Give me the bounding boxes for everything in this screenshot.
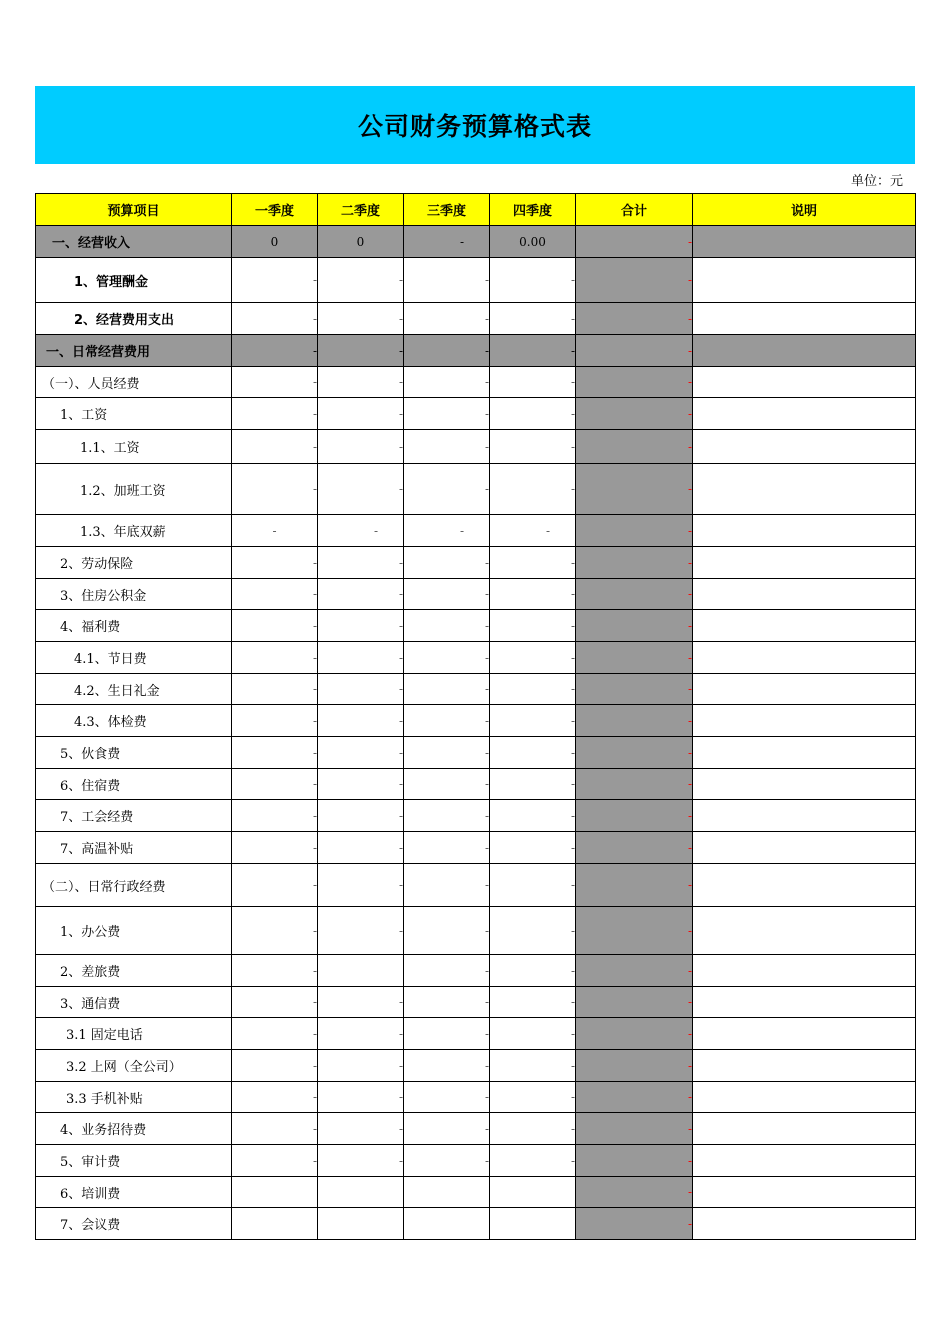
quarter-value: -: [318, 367, 404, 398]
quarter-value: -: [404, 1018, 490, 1050]
row-note: [693, 398, 916, 430]
quarter-value: -: [318, 674, 404, 705]
row-total: -: [576, 864, 693, 907]
row-note: [693, 367, 916, 398]
quarter-value: -: [318, 430, 404, 464]
quarter-value: -: [490, 674, 576, 705]
row-total: -: [576, 1177, 693, 1208]
row-label: 5、伙食费: [36, 737, 232, 769]
row-total: -: [576, 1018, 693, 1050]
row-label: 3.2 上网（全公司）: [36, 1050, 232, 1082]
row-note: [693, 1018, 916, 1050]
quarter-value: -: [232, 430, 318, 464]
quarter-value: [318, 1208, 404, 1240]
table-row: [36, 955, 916, 987]
row-total: -: [576, 769, 693, 800]
row-note: [693, 642, 916, 674]
row-note: [693, 1113, 916, 1145]
row-label: 3.3 手机补贴: [36, 1082, 232, 1113]
quarter-value: -: [318, 1018, 404, 1050]
row-label: 1.1、工资: [36, 430, 232, 464]
quarter-value: -: [404, 610, 490, 642]
quarter-value: -: [490, 303, 576, 335]
row-note: [693, 987, 916, 1018]
table-row: [36, 547, 916, 579]
quarter-value: -: [490, 955, 576, 987]
row-note: [693, 832, 916, 864]
row-total: -: [576, 610, 693, 642]
row-total: -: [576, 737, 693, 769]
quarter-value: -: [490, 579, 576, 610]
table-row: [36, 907, 916, 955]
quarter-value: -: [490, 769, 576, 800]
row-note: [693, 800, 916, 832]
quarter-value: 0.00: [490, 226, 576, 258]
quarter-value: -: [232, 303, 318, 335]
quarter-value: -: [404, 335, 490, 367]
table-row: [36, 1145, 916, 1177]
quarter-value: -: [490, 642, 576, 674]
quarter-value: -: [404, 547, 490, 579]
quarter-value: -: [490, 864, 576, 907]
quarter-value: -: [232, 955, 318, 987]
row-label: 4、业务招待费: [36, 1113, 232, 1145]
row-total: -: [576, 226, 693, 258]
quarter-value: -: [404, 955, 490, 987]
table-row: [36, 398, 916, 430]
quarter-value: [490, 1177, 576, 1208]
row-note: [693, 515, 916, 547]
row-label: 4、福利费: [36, 610, 232, 642]
quarter-value: -: [490, 1050, 576, 1082]
quarter-value: [318, 1177, 404, 1208]
quarter-value: -: [318, 464, 404, 515]
quarter-value: -: [404, 430, 490, 464]
quarter-value: -: [404, 642, 490, 674]
quarter-value: -: [232, 547, 318, 579]
row-label: 1、管理酬金: [36, 258, 232, 303]
quarter-value: -: [232, 515, 318, 547]
row-total: -: [576, 335, 693, 367]
quarter-value: -: [232, 335, 318, 367]
row-total: -: [576, 464, 693, 515]
quarter-value: -: [232, 464, 318, 515]
row-note: [693, 1145, 916, 1177]
header-row: [36, 194, 916, 226]
quarter-value: -: [404, 800, 490, 832]
table-row: [36, 579, 916, 610]
row-total: -: [576, 642, 693, 674]
header-note: 说明: [693, 194, 916, 226]
table-row: [36, 610, 916, 642]
header-q3: 三季度: [404, 194, 490, 226]
quarter-value: -: [404, 515, 490, 547]
quarter-value: -: [490, 398, 576, 430]
unit-label: 单位：元: [850, 174, 903, 189]
quarter-value: [318, 955, 404, 987]
row-label: 6、住宿费: [36, 769, 232, 800]
budget-body: [36, 226, 916, 1240]
row-note: [693, 610, 916, 642]
row-note: [693, 547, 916, 579]
quarter-value: -: [318, 907, 404, 955]
row-total: -: [576, 955, 693, 987]
quarter-value: -: [404, 832, 490, 864]
row-note: [693, 1208, 916, 1240]
row-label: 7、会议费: [36, 1208, 232, 1240]
quarter-value: -: [232, 1018, 318, 1050]
quarter-value: -: [232, 864, 318, 907]
row-total: -: [576, 398, 693, 430]
quarter-value: 0: [318, 226, 404, 258]
row-label: 3、住房公积金: [36, 579, 232, 610]
quarter-value: -: [490, 1145, 576, 1177]
quarter-value: -: [318, 579, 404, 610]
quarter-value: [232, 1177, 318, 1208]
table-row: [36, 1018, 916, 1050]
header-q4: 四季度: [490, 194, 576, 226]
row-note: [693, 1177, 916, 1208]
quarter-value: -: [490, 367, 576, 398]
row-label: 2、差旅费: [36, 955, 232, 987]
row-total: -: [576, 367, 693, 398]
quarter-value: -: [232, 800, 318, 832]
quarter-value: -: [232, 737, 318, 769]
quarter-value: -: [232, 769, 318, 800]
page-title: 公司财务预算格式表: [357, 112, 592, 141]
quarter-value: -: [490, 1082, 576, 1113]
quarter-value: -: [232, 832, 318, 864]
row-note: [693, 864, 916, 907]
row-label: 一、日常经营费用: [36, 335, 232, 367]
quarter-value: -: [318, 705, 404, 737]
row-label: 7、工会经费: [36, 800, 232, 832]
quarter-value: -: [490, 800, 576, 832]
quarter-value: -: [318, 398, 404, 430]
row-total: -: [576, 1113, 693, 1145]
row-note: [693, 1050, 916, 1082]
quarter-value: -: [490, 430, 576, 464]
row-note: [693, 579, 916, 610]
quarter-value: -: [318, 832, 404, 864]
row-label: 3、通信费: [36, 987, 232, 1018]
quarter-value: -: [318, 1050, 404, 1082]
table-row: [36, 335, 916, 367]
header-q2: 二季度: [318, 194, 404, 226]
row-note: [693, 674, 916, 705]
quarter-value: -: [232, 987, 318, 1018]
table-row: [36, 303, 916, 335]
row-label: 7、高温补贴: [36, 832, 232, 864]
quarter-value: -: [404, 864, 490, 907]
quarter-value: -: [404, 705, 490, 737]
quarter-value: [404, 1177, 490, 1208]
row-total: -: [576, 303, 693, 335]
table-row: [36, 226, 916, 258]
quarter-value: -: [404, 1113, 490, 1145]
quarter-value: -: [232, 907, 318, 955]
quarter-value: 0: [232, 226, 318, 258]
quarter-value: -: [232, 705, 318, 737]
row-total: -: [576, 832, 693, 864]
row-label: （一）、人员经费: [36, 367, 232, 398]
table-row: [36, 1082, 916, 1113]
quarter-value: -: [232, 398, 318, 430]
quarter-value: -: [318, 547, 404, 579]
row-label: 5、审计费: [36, 1145, 232, 1177]
row-total: -: [576, 705, 693, 737]
row-total: -: [576, 579, 693, 610]
row-label: 1、办公费: [36, 907, 232, 955]
row-label: （二）、日常行政经费: [36, 864, 232, 907]
row-label: 1、工资: [36, 398, 232, 430]
quarter-value: -: [490, 737, 576, 769]
quarter-value: -: [404, 367, 490, 398]
row-note: [693, 769, 916, 800]
row-note: [693, 430, 916, 464]
quarter-value: -: [404, 579, 490, 610]
quarter-value: -: [318, 769, 404, 800]
quarter-value: -: [490, 705, 576, 737]
table-row: [36, 987, 916, 1018]
quarter-value: -: [404, 769, 490, 800]
table-row: [36, 464, 916, 515]
quarter-value: -: [232, 1113, 318, 1145]
row-note: [693, 335, 916, 367]
table-row: [36, 674, 916, 705]
quarter-value: [490, 1208, 576, 1240]
quarter-value: -: [232, 1050, 318, 1082]
quarter-value: -: [318, 1145, 404, 1177]
row-total: -: [576, 1145, 693, 1177]
quarter-value: -: [490, 610, 576, 642]
row-total: -: [576, 800, 693, 832]
row-note: [693, 737, 916, 769]
row-label: 2、劳动保险: [36, 547, 232, 579]
quarter-value: -: [232, 1145, 318, 1177]
quarter-value: -: [232, 579, 318, 610]
title-banner: [35, 86, 915, 164]
row-total: -: [576, 987, 693, 1018]
quarter-value: -: [318, 303, 404, 335]
table-row: [36, 1050, 916, 1082]
quarter-value: -: [404, 303, 490, 335]
row-note: [693, 303, 916, 335]
quarter-value: -: [490, 515, 576, 547]
quarter-value: -: [318, 335, 404, 367]
quarter-value: -: [404, 398, 490, 430]
row-label: 4.1、节日费: [36, 642, 232, 674]
quarter-value: -: [318, 987, 404, 1018]
quarter-value: -: [318, 258, 404, 303]
row-label: 4.2、生日礼金: [36, 674, 232, 705]
quarter-value: -: [490, 335, 576, 367]
row-label: 一、经营收入: [36, 226, 232, 258]
table-row: [36, 1208, 916, 1240]
header-q1: 一季度: [232, 194, 318, 226]
quarter-value: -: [232, 674, 318, 705]
row-label: 6、培训费: [36, 1177, 232, 1208]
quarter-value: -: [404, 987, 490, 1018]
table-row: [36, 800, 916, 832]
quarter-value: -: [404, 1082, 490, 1113]
quarter-value: -: [318, 800, 404, 832]
quarter-value: -: [318, 737, 404, 769]
table-row: [36, 258, 916, 303]
table-row: [36, 769, 916, 800]
quarter-value: [232, 1208, 318, 1240]
row-label: 1.2、加班工资: [36, 464, 232, 515]
quarter-value: -: [490, 547, 576, 579]
row-note: [693, 226, 916, 258]
row-total: -: [576, 547, 693, 579]
quarter-value: -: [490, 464, 576, 515]
row-total: -: [576, 515, 693, 547]
table-row: [36, 642, 916, 674]
quarter-value: -: [490, 987, 576, 1018]
quarter-value: -: [404, 674, 490, 705]
table-row: [36, 832, 916, 864]
quarter-value: -: [404, 1145, 490, 1177]
row-total: -: [576, 674, 693, 705]
row-note: [693, 907, 916, 955]
quarter-value: -: [404, 737, 490, 769]
row-total: -: [576, 1050, 693, 1082]
quarter-value: -: [318, 642, 404, 674]
table-row: [36, 367, 916, 398]
row-label: 3.1 固定电话: [36, 1018, 232, 1050]
quarter-value: -: [232, 642, 318, 674]
row-note: [693, 258, 916, 303]
row-note: [693, 705, 916, 737]
row-total: -: [576, 1208, 693, 1240]
quarter-value: -: [404, 1050, 490, 1082]
quarter-value: -: [318, 864, 404, 907]
table-row: [36, 737, 916, 769]
quarter-value: -: [490, 907, 576, 955]
quarter-value: -: [318, 1082, 404, 1113]
quarter-value: -: [404, 907, 490, 955]
header-total: 合计: [576, 194, 693, 226]
quarter-value: -: [404, 464, 490, 515]
row-note: [693, 1082, 916, 1113]
quarter-value: -: [490, 1113, 576, 1145]
row-label: 4.3、体检费: [36, 705, 232, 737]
row-total: -: [576, 430, 693, 464]
quarter-value: -: [318, 610, 404, 642]
quarter-value: -: [318, 515, 404, 547]
row-label: 1.3、年底双薪: [36, 515, 232, 547]
quarter-value: -: [232, 1082, 318, 1113]
table-row: [36, 705, 916, 737]
row-total: -: [576, 907, 693, 955]
quarter-value: -: [404, 226, 490, 258]
row-total: -: [576, 258, 693, 303]
table-row: [36, 430, 916, 464]
quarter-value: -: [490, 258, 576, 303]
quarter-value: -: [232, 610, 318, 642]
quarter-value: -: [232, 258, 318, 303]
header-item: 预算项目: [36, 194, 232, 226]
table-row: [36, 515, 916, 547]
quarter-value: -: [490, 832, 576, 864]
quarter-value: [404, 1208, 490, 1240]
table-row: [36, 1113, 916, 1145]
quarter-value: -: [232, 367, 318, 398]
table-row: [36, 1177, 916, 1208]
budget-table: [35, 193, 916, 1240]
quarter-value: -: [404, 258, 490, 303]
quarter-value: -: [490, 1018, 576, 1050]
quarter-value: -: [318, 1113, 404, 1145]
row-label: 2、经营费用支出: [36, 303, 232, 335]
row-note: [693, 955, 916, 987]
table-row: [36, 864, 916, 907]
row-note: [693, 464, 916, 515]
row-total: -: [576, 1082, 693, 1113]
